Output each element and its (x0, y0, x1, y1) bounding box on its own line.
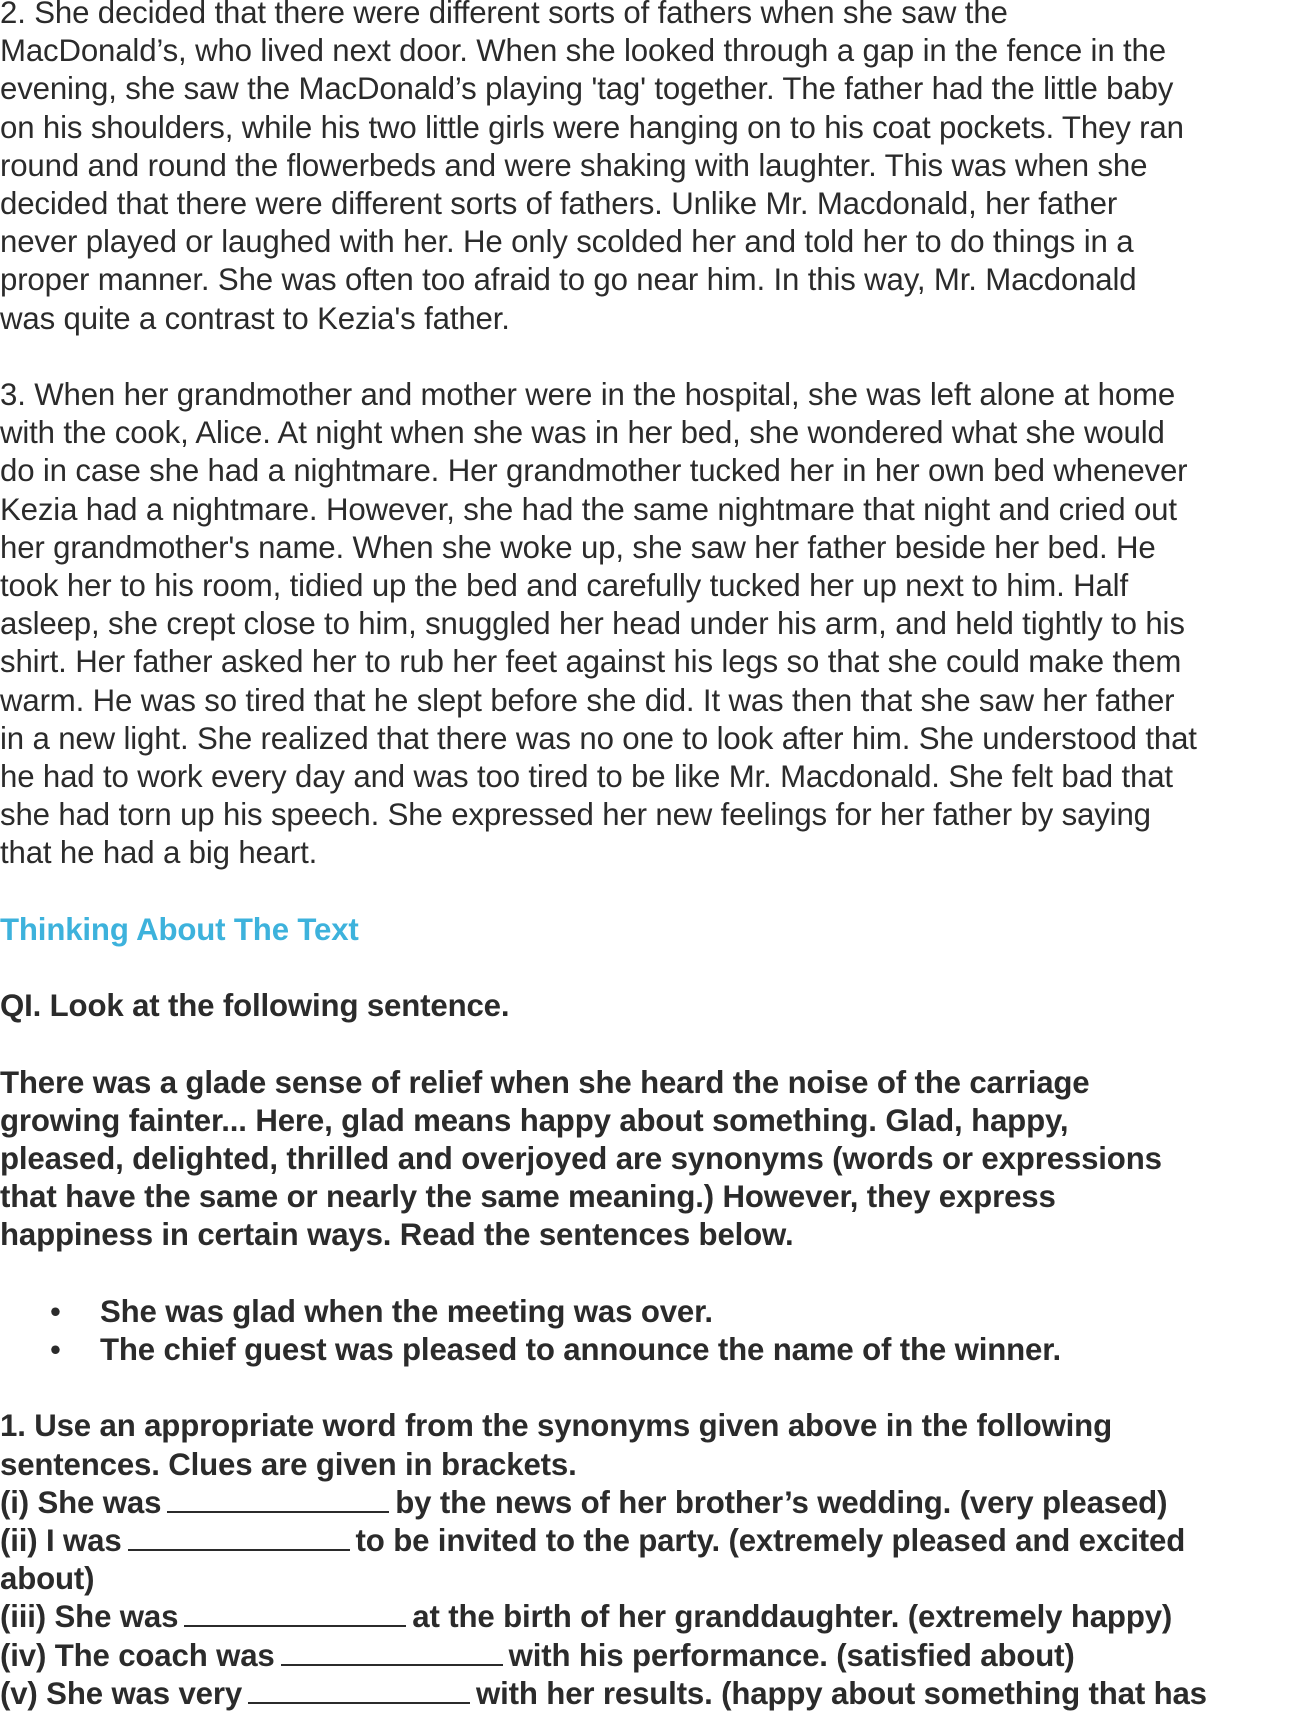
section-heading: Thinking About The Text (0, 911, 359, 947)
intro-line: There was a glade sense of relief when she heard the noise of the carriage (0, 1064, 1090, 1100)
paragraph-line: Kezia had a nightmare. However, she had the same nightmare that night and cried out (0, 491, 1177, 527)
exercise-item-suffix: at the birth of her granddaughter. (extremely happy) (412, 1599, 1173, 1635)
intro-line: growing fainter... Here, glad means happy about something. Glad, happy, (0, 1102, 1069, 1138)
exercise-item-prefix: (iv) The coach was (0, 1637, 275, 1673)
example-sentences-list (0, 1293, 1292, 1369)
paragraph-line: that he had a big heart. (0, 835, 318, 871)
exercise-item (0, 1637, 1292, 1675)
paragraph-line: warm. He was so tired that he slept before she did. It was then that she saw her father (0, 682, 1175, 718)
answer-blank[interactable] (167, 1489, 389, 1513)
paragraph-line: in a new light. She realized that there was no one to look after him. She understood that (0, 720, 1197, 756)
exercise-item-suffix: by the news of her brother’s wedding. (very pleased) (395, 1484, 1168, 1520)
list-item-text: The chief guest was pleased to announce the name of the winner. (100, 1332, 1062, 1368)
paragraph-line: proper manner. She was often too afraid to go near him. In this way, Mr. Macdonald (0, 262, 1137, 298)
exercise-item-prefix: (iii) She was (0, 1599, 179, 1635)
answer-blank[interactable] (184, 1603, 406, 1627)
paragraph-3 (0, 376, 1292, 873)
list-item (0, 1331, 1292, 1369)
paragraph-line: he had to work every day and was too tired to be like Mr. Macdonald. She felt bad that (0, 759, 1173, 795)
paragraph-line: on his shoulders, while his two little girls were hanging on to his coat pockets. They ran (0, 109, 1184, 145)
exercise-item-continuation (0, 1560, 1292, 1598)
answer-blank[interactable] (128, 1527, 350, 1551)
paragraph-line: with the cook, Alice. At night when she was in her bed, she wondered what she would (0, 415, 1165, 451)
exercise-item (0, 1484, 1292, 1522)
paragraph-line: 3. When her grandmother and mother were in the hospital, she was left alone at home (0, 377, 1176, 413)
paragraph-line: round and round the flowerbeds and were shaking with laughter. This was when she (0, 147, 1148, 183)
list-item-text: She was glad when the meeting was over. (100, 1293, 713, 1329)
exercise-block (0, 1407, 1292, 1713)
exercise-item (0, 1598, 1292, 1636)
paragraph-line: 2. She decided that there were different sorts of fathers when she saw the (0, 0, 1008, 30)
exercise-item-prefix: (v) She was very (0, 1675, 243, 1711)
paragraph-line: MacDonald’s, who lived next door. When she looked through a gap in the fence in the (0, 33, 1166, 69)
question-title: QI. Look at the following sentence. (0, 988, 510, 1024)
intro-line: that have the same or nearly the same meaning.) However, they express (0, 1179, 1056, 1215)
answer-blank[interactable] (281, 1642, 503, 1666)
paragraph-line: took her to his room, tidied up the bed and carefully tucked her up next to him. Half (0, 568, 1128, 604)
paragraph-line: she had torn up his speech. She expressed her new feelings for her father by saying (0, 797, 1151, 833)
bullet-icon: • (50, 1332, 61, 1368)
exercise-item-prefix: about) (0, 1561, 95, 1597)
exercise-item-suffix: with her results. (happy about something that has (476, 1675, 1207, 1711)
exercise-item-prefix: (i) She was (0, 1484, 162, 1520)
paragraph-line: shirt. Her father asked her to rub her feet against his legs so that she could make them (0, 644, 1182, 680)
intro-line: pleased, delighted, thrilled and overjoyed are synonyms (words or expressions (0, 1141, 1162, 1177)
exercise-instruction-line: 1. Use an appropriate word from the synonyms given above in the following (0, 1408, 1112, 1444)
paragraph-line: was quite a contrast to Kezia's father. (0, 300, 510, 336)
paragraph-2 (0, 0, 1292, 338)
paragraph-line: asleep, she crept close to him, snuggled her head under his arm, and held tightly to his (0, 606, 1185, 642)
paragraph-line: evening, she saw the MacDonald’s playing 'tag' together. The father had the little baby (0, 71, 1174, 107)
exercise-item-suffix: to be invited to the party. (extremely pleased and excited (355, 1523, 1186, 1559)
intro-line: happiness in certain ways. Read the sentences below. (0, 1217, 794, 1253)
bullet-icon: • (50, 1293, 61, 1329)
exercise-item-prefix: (ii) I was (0, 1523, 122, 1559)
exercise-item (0, 1522, 1292, 1560)
exercise-item-suffix: with his performance. (satisfied about) (508, 1637, 1075, 1673)
paragraph-line: decided that there were different sorts of fathers. Unlike Mr. Macdonald, her father (0, 186, 1118, 222)
paragraph-line: do in case she had a nightmare. Her grandmother tucked her in her own bed whenever (0, 453, 1188, 489)
answer-blank[interactable] (248, 1680, 470, 1704)
exercise-item (0, 1675, 1292, 1713)
paragraph-line: her grandmother's name. When she woke up, she saw her father beside her bed. He (0, 529, 1156, 565)
exercise-instruction-line: sentences. Clues are given in brackets. (0, 1446, 577, 1482)
question-intro (0, 1064, 1292, 1255)
paragraph-line: never played or laughed with her. He only scolded her and told her to do things in a (0, 224, 1134, 260)
list-item (0, 1293, 1292, 1331)
